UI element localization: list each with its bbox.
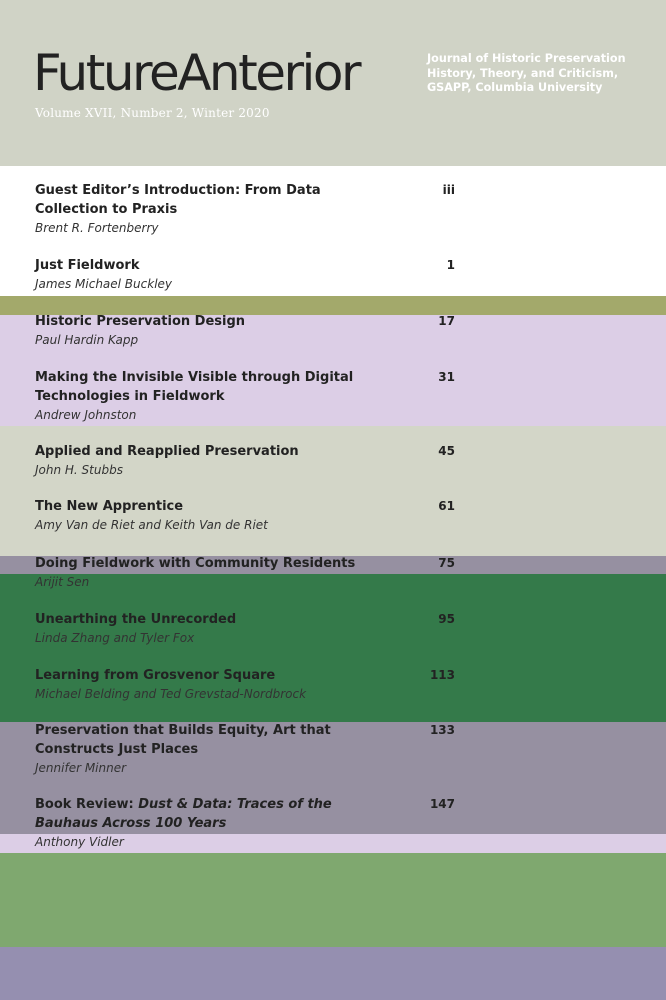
journal-line: Journal of Historic Preservation — [427, 52, 626, 65]
toc-title: Historic Preservation Design — [35, 314, 246, 329]
toc-title: Unearthing the Unrecorded — [35, 612, 237, 627]
toc-author: Anthony Vidler — [35, 835, 124, 849]
toc-author: Jennifer Minner — [35, 761, 127, 775]
book-review-title: Dust & Data: Traces of the Bauhaus Across 100 Years — [35, 797, 332, 831]
journal-line: GSAPP, Columbia University — [427, 81, 603, 95]
book-review-prefix: Book Review: — [35, 797, 139, 812]
toc-entry[interactable] — [35, 795, 455, 851]
toc-author: Paul Hardin Kapp — [35, 333, 139, 347]
journal-description — [427, 52, 663, 96]
toc-title: Just Fieldwork — [35, 258, 140, 273]
toc-entry[interactable] — [35, 312, 455, 349]
toc-author: Brent R. Fortenberry — [35, 221, 159, 235]
toc-entry[interactable] — [35, 666, 455, 703]
toc-page-number: 75 — [438, 556, 455, 570]
toc-author: John H. Stubbs — [35, 463, 123, 477]
toc-entry[interactable] — [35, 497, 455, 534]
toc-entry[interactable] — [35, 256, 455, 293]
toc-page-number: 95 — [438, 612, 455, 626]
journal-line: History, Theory, and Criticism, — [427, 66, 619, 80]
toc-title: Making the Invisible Visible through Digital Technologies in Fieldwork — [35, 370, 354, 404]
toc-author: Arijit Sen — [35, 575, 90, 589]
toc-page-number: 147 — [429, 797, 455, 811]
toc-page-number: 61 — [438, 499, 455, 513]
toc-page-number: 113 — [429, 668, 455, 682]
toc-title: Guest Editor’s Introduction: From Data Collection to Praxis — [35, 183, 321, 217]
toc-title — [35, 795, 385, 833]
toc-page-number: 17 — [438, 314, 455, 328]
toc-title: Doing Fieldwork with Community Residents — [35, 556, 356, 571]
toc-entry[interactable] — [35, 442, 455, 479]
toc-entry[interactable] — [35, 721, 455, 777]
toc-page-number: 31 — [438, 370, 455, 384]
toc-title: Learning from Grosvenor Square — [35, 668, 276, 683]
toc-entry[interactable] — [35, 181, 455, 237]
band-bottom-purple — [0, 947, 666, 1000]
toc-page-number: 133 — [429, 723, 455, 737]
band-light-green — [0, 853, 666, 947]
toc-title: The New Apprentice — [35, 499, 184, 514]
toc-author: Michael Belding and Ted Grevstad-Nordbrock — [35, 687, 307, 701]
toc-title: Applied and Reapplied Preservation — [35, 444, 299, 459]
toc-page-number: iii — [442, 183, 455, 197]
toc-author: James Michael Buckley — [35, 277, 173, 291]
toc-author: Linda Zhang and Tyler Fox — [35, 631, 195, 645]
toc-page-number: 45 — [438, 444, 455, 458]
toc-page-number: 1 — [446, 258, 455, 272]
toc-author: Amy Van de Riet and Keith Van de Riet — [35, 518, 268, 532]
toc-entry[interactable] — [35, 610, 455, 647]
toc-entry[interactable] — [35, 368, 455, 424]
toc-entry[interactable] — [35, 554, 455, 591]
issue-info: Volume XVII, Number 2, Winter 2020 — [35, 106, 270, 120]
journal-logo: FutureAnterior — [33, 44, 360, 102]
toc-author: Andrew Johnston — [35, 408, 137, 422]
toc-title: Preservation that Builds Equity, Art that Constructs Just Places — [35, 723, 331, 757]
